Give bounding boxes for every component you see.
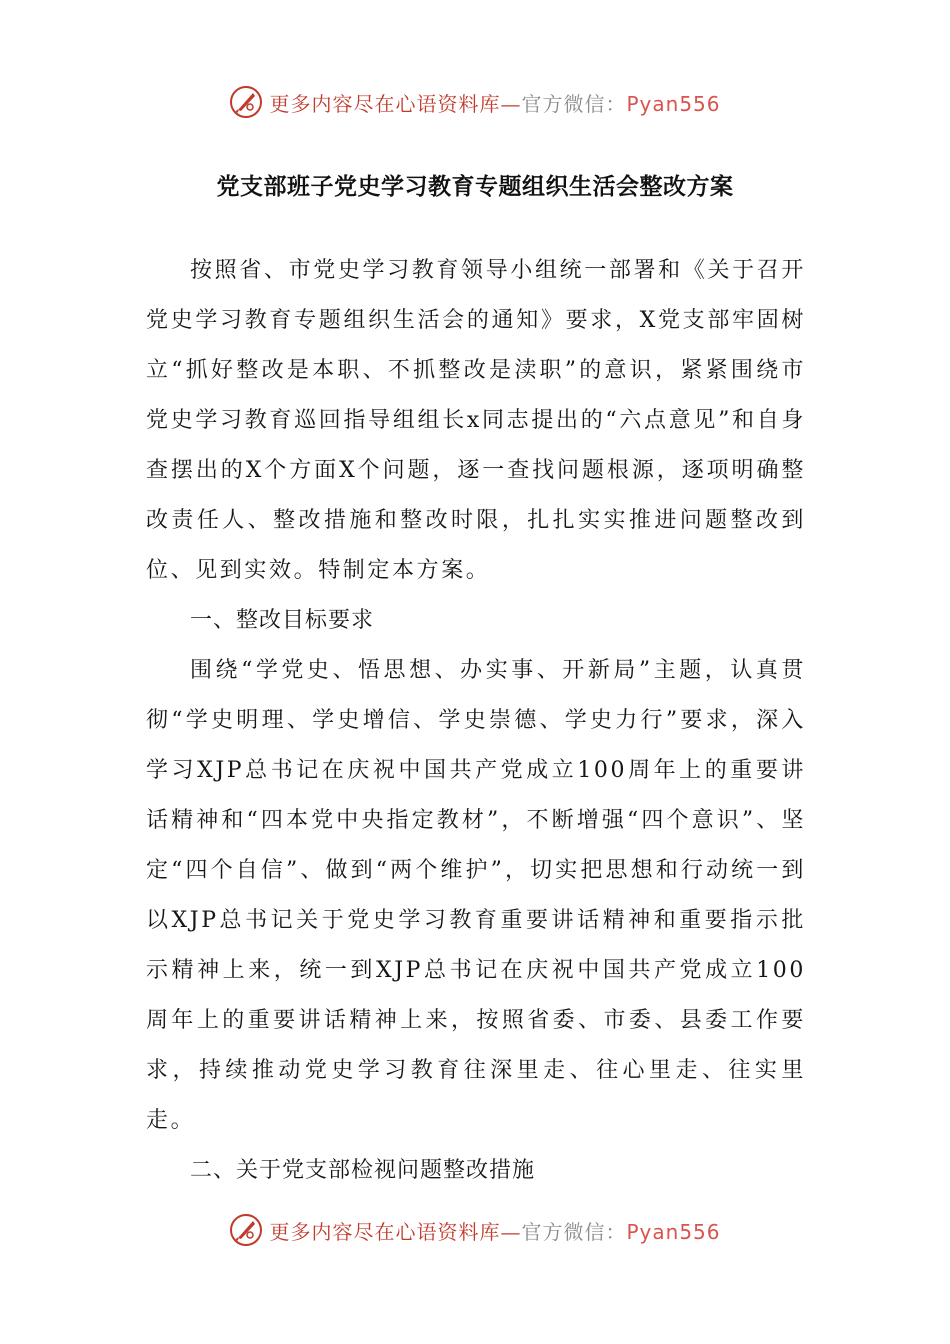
footer-banner	[0, 1210, 950, 1250]
section-2-heading: 二、关于党支部检视问题整改措施	[190, 1158, 536, 1183]
official-label: 官方微信：	[521, 91, 627, 116]
brand-text: 更多内容尽在心语资料库	[269, 91, 501, 116]
document-title: 党支部班子党史学习教育专题组织生活会整改方案	[216, 173, 734, 200]
quill-logo-icon	[229, 1213, 263, 1247]
separator: —	[500, 91, 522, 116]
document-body	[146, 246, 806, 1196]
intro-paragraph: 按照省、市党史学习教育领导小组统一部署和《关于召开党史学习教育专题组织生活会的通知》要求，X党支部牢固树立“抓好整改是本职、不抓整改是渎职”的意识，紧紧围绕市党史学习教育巡回指导组组长x同志提出的“六点意见”和自身查摆出的X个方面X个问题，逐一查找问题根源，逐项明确整改责任人、整改措施和整改时限，扎扎实实推进问题整改到位、见到实效。特制定本方案。	[146, 258, 806, 583]
separator: —	[500, 1219, 522, 1244]
section-1-heading: 一、整改目标要求	[190, 608, 375, 633]
quill-logo-icon	[229, 85, 263, 119]
wechat-id: Pyan556	[626, 91, 721, 116]
header-banner	[0, 82, 950, 122]
official-label: 官方微信：	[521, 1219, 627, 1244]
wechat-id: Pyan556	[626, 1219, 721, 1244]
footer-banner-text	[269, 1216, 720, 1245]
brand-text: 更多内容尽在心语资料库	[269, 1219, 501, 1244]
section-1-paragraph: 围绕“学党史、悟思想、办实事、开新局”主题，认真贯彻“学史明理、学史增信、学史崇德、学史力行”要求，深入学习XJP总书记在庆祝中国共产党成立100周年上的重要讲话精神和“四本党中央指定教材”，不断增强“四个意识”、坚定“四个自信”、做到“两个维护”，切实把思想和行动统一到以XJP总书记关于党史学习教育重要讲话精神和重要指示批示精神上来，统一到XJP总书记在庆祝中国共产党成立100周年上的重要讲话精神上来，按照省委、市委、县委工作要求，持续推动党史学习教育往深里走、往心里走、往实里走。	[146, 658, 806, 1133]
header-banner-text	[269, 88, 720, 117]
